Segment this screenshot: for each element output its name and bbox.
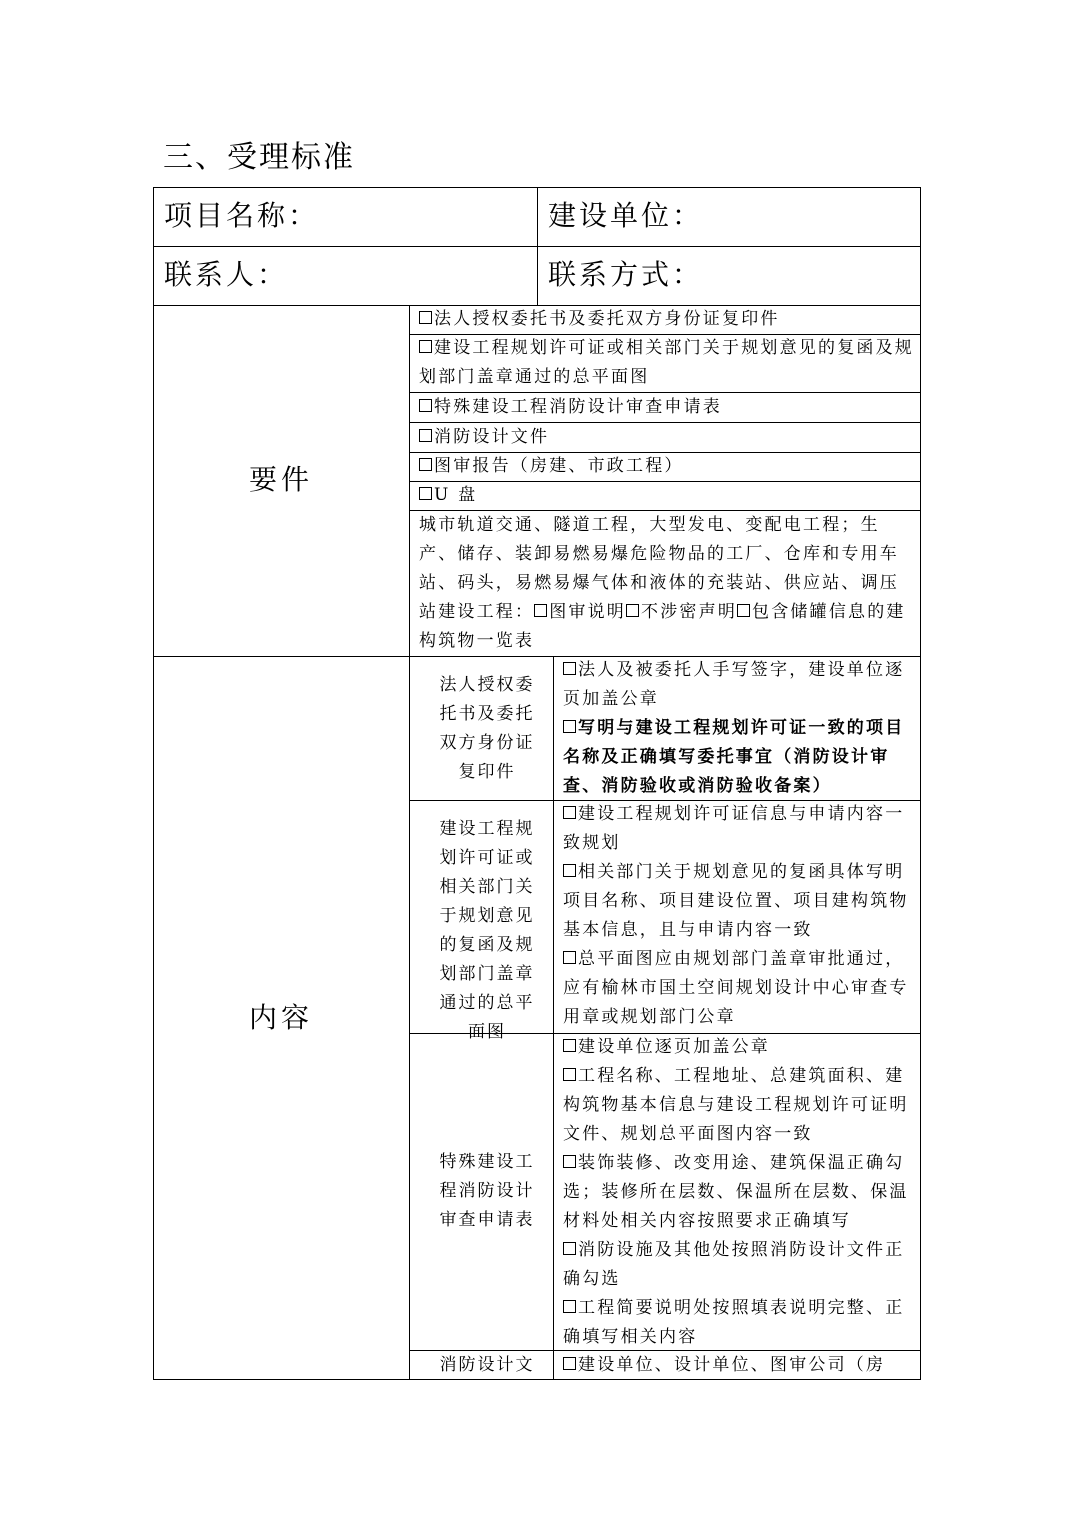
content-item: 工程简要说明处按照填表说明完整、正确填写相关内容 [563, 1298, 905, 1347]
content-group-name: 法人授权委托书及委托双方身份证复印件 [439, 675, 535, 782]
checkbox[interactable] [563, 1155, 576, 1168]
checkbox[interactable] [419, 458, 432, 471]
col-divider [553, 656, 554, 1380]
checkbox[interactable] [534, 604, 547, 617]
checkbox[interactable] [626, 604, 639, 617]
content-item: 建设单位、设计单位、图审公司（房 [563, 1351, 915, 1380]
checkbox[interactable] [563, 1300, 576, 1313]
content-group-items [563, 1033, 915, 1352]
project-name-label: 项目名称： [164, 199, 320, 232]
requirement-item: 图审报告（房建、市政工程） [419, 452, 914, 481]
checkbox[interactable] [563, 720, 576, 733]
checkbox[interactable] [419, 399, 432, 412]
requirement-item: 特殊建设工程消防设计审查申请表 [419, 393, 914, 422]
col-divider [409, 305, 410, 1380]
checkbox[interactable] [563, 951, 576, 964]
checkbox[interactable] [563, 864, 576, 877]
checkbox[interactable] [563, 1068, 576, 1081]
checkbox[interactable] [737, 604, 750, 617]
checkbox[interactable] [563, 806, 576, 819]
checkbox[interactable] [419, 487, 432, 500]
content-item: 写明与建设工程规划许可证一致的项目名称及正确填写委托事宜（消防设计审查、消防验收或消防验收备案） [563, 718, 905, 796]
col-divider [537, 187, 538, 305]
content-item: 法人及被委托人手写签字，建设单位逐页加盖公章 [563, 660, 905, 709]
content-group-items [563, 800, 915, 1032]
content-label: 内容 [248, 1001, 313, 1034]
content-group-items [563, 1351, 915, 1380]
content-item: 消防设施及其他处按照消防设计文件正确勾选 [563, 1240, 905, 1289]
checkbox[interactable] [563, 1242, 576, 1255]
requirement-item: 法人授权委托书及委托双方身份证复印件 [419, 305, 914, 334]
requirement-item: 消防设计文件 [419, 423, 914, 452]
content-item: 总平面图应由规划部门盖章审批通过，应有榆林市国土空间规划设计中心审查专用章或规划部门公章 [563, 949, 909, 1027]
content-item: 装饰装修、改变用途、建筑保温正确勾选；装修所在层数、保温所在层数、保温材料处相关内容按照要求正确填写 [563, 1153, 909, 1231]
content-group-name: 建设工程规划许可证或相关部门关于规划意见的复函及规划部门盖章通过的总平面图 [439, 819, 535, 1042]
requirement-item: U 盘 [419, 481, 914, 510]
content-item: 工程名称、工程地址、总建筑面积、建构筑物基本信息与建设工程规划许可证明文件、规划总平面图内容一致 [563, 1066, 909, 1144]
requirements-label: 要件 [248, 463, 313, 496]
section-heading: 三、受理标准 [163, 140, 355, 175]
content-item: 建设工程规划许可证信息与申请内容一致规划 [563, 804, 905, 853]
requirement-special: 城市轨道交通、隧道工程，大型发电、变配电工程；生产、储存、装卸易燃易爆危险物品的工厂、仓库和专用车站、码头，易燃易爆气体和液体的充装站、供应站、调压站建设工程： 图审说明 不涉密声明 包含储罐信息的建构筑物一览表 [419, 515, 906, 651]
checkbox[interactable] [419, 429, 432, 442]
content-item: 建设单位逐页加盖公章 [563, 1033, 915, 1062]
content-item: 相关部门关于规划意见的复函具体写明项目名称、项目建设位置、项目建构筑物基本信息，且与申请内容一致 [563, 862, 909, 940]
checkbox[interactable] [563, 1357, 576, 1370]
builder-label: 建设单位： [548, 199, 704, 232]
checkbox[interactable] [419, 311, 432, 324]
contact-label: 联系人： [164, 258, 289, 291]
contact-method-label: 联系方式： [548, 258, 704, 291]
checkbox[interactable] [563, 1039, 576, 1052]
content-group-items [563, 656, 915, 801]
content-group-name: 特殊建设工程消防设计审查申请表 [439, 1152, 535, 1230]
checkbox[interactable] [419, 340, 432, 353]
requirement-item: 建设工程规划许可证或相关部门关于规划意见的复函及规划部门盖章通过的总平面图 [419, 338, 914, 387]
checkbox[interactable] [563, 662, 576, 675]
content-group-name: 消防设计文 [439, 1355, 535, 1375]
